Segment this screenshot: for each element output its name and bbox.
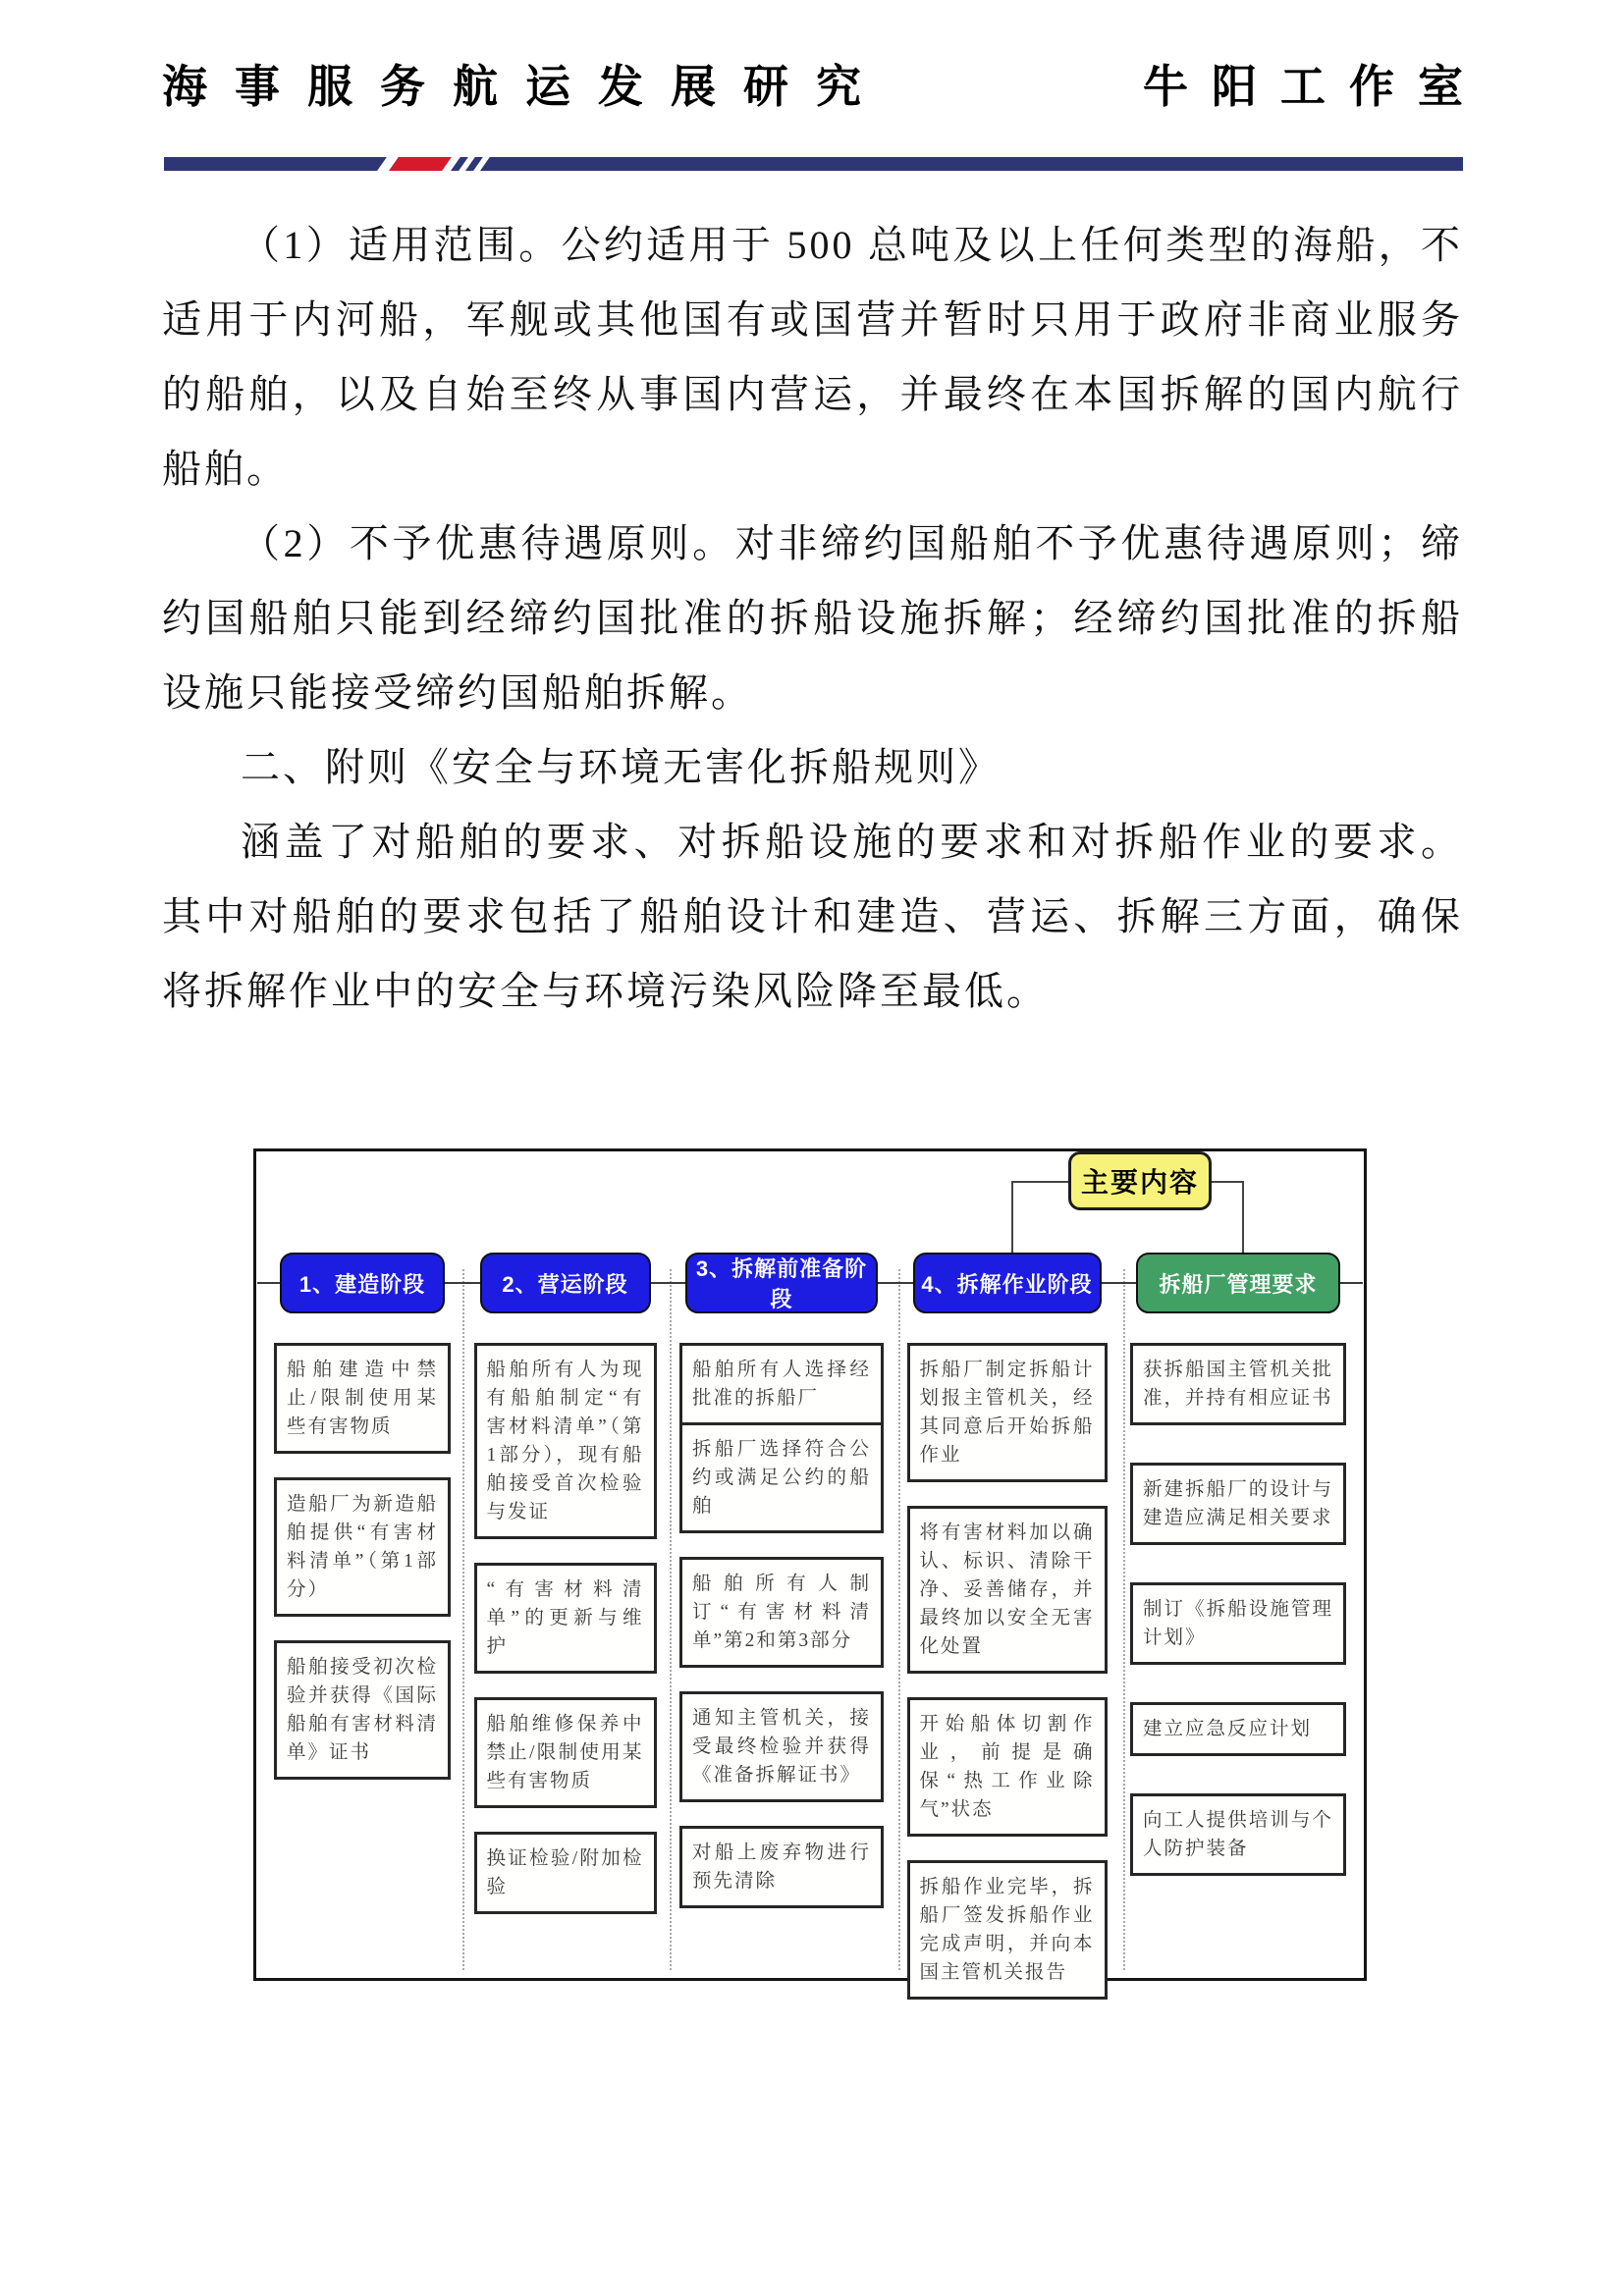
flow-box: 拆船作业完毕，拆船厂签发拆船作业完成声明，并向本国主管机关报告 (907, 1860, 1108, 2000)
flow-box: 船舶所有人制订“有害材料清单”第2和第3部分 (679, 1557, 884, 1668)
flow-box: 向工人提供培训与个人防护装备 (1130, 1793, 1346, 1876)
column-header-operation: 2、营运阶段 (480, 1253, 651, 1313)
flow-box: 船舶接受初次检验并获得《国际船舶有害材料清单》证书 (274, 1640, 451, 1780)
flow-box: 船舶所有人为现有船舶制定“有害材料清单”（第1部分），现有船舶接受首次检验与发证 (474, 1343, 657, 1539)
page-header (162, 51, 1487, 116)
flow-box: 将有害材料加以确认、标识、清除干净、妥善储存，并最终加以安全无害化处置 (907, 1506, 1108, 1674)
header-right-title: 牛阳工作室 (1143, 61, 1487, 112)
paragraph-annex-summary: 涵盖了对船舶的要求、对拆船设施的要求和对拆船作业的要求。其中对船舶的要求包括了船舶设计和建造、营运、拆解三方面，确保将拆解作业中的安全与环境污染风险降至最低。 (162, 820, 1463, 1013)
flow-box: 船舶所有人选择经批准的拆船厂 (679, 1343, 884, 1425)
flow-box: 拆船厂制定拆船计划报主管机关，经其同意后开始拆船作业 (907, 1343, 1108, 1482)
header-rule-accent (377, 157, 498, 171)
flow-box: 拆船厂选择符合公约或满足公约的船舶 (679, 1422, 884, 1533)
flow-box: 船舶建造中禁止/限制使用某些有害物质 (274, 1343, 451, 1454)
column-header-pre-recycling: 3、拆解前准备阶段 (685, 1253, 878, 1313)
paragraph-annex-heading: 二、附则《安全与环境无害化拆船规则》 (241, 745, 1001, 789)
flow-box: 换证检验/附加检验 (474, 1832, 657, 1914)
diagram-column-yard-management (1130, 1253, 1346, 2000)
column-header-construction: 1、建造阶段 (280, 1253, 445, 1313)
body-text (162, 208, 1463, 1029)
flow-box: 造船厂为新造船舶提供“有害材料清单”（第1部分） (274, 1477, 451, 1617)
diagram-column-construction (274, 1253, 451, 2000)
column-header-yard-management: 拆船厂管理要求 (1136, 1253, 1340, 1313)
diagram-title: 主要内容 (1068, 1151, 1212, 1210)
flow-box: 对船上废弃物进行预先清除 (679, 1826, 884, 1908)
flow-box: 新建拆船厂的设计与建造应满足相关要求 (1130, 1463, 1346, 1545)
diagram-column-pre-recycling (679, 1253, 884, 2000)
diagram-column-operation (474, 1253, 657, 2000)
joined-flow-boxes (679, 1343, 884, 1533)
content-diagram (253, 1148, 1367, 1981)
flow-box: 制订《拆船设施管理计划》 (1130, 1582, 1346, 1665)
flow-box: 建立应急反应计划 (1130, 1702, 1346, 1756)
header-rule-bar (164, 157, 1463, 171)
flow-box: “有害材料清单”的更新与维护 (474, 1563, 657, 1674)
header-left-title: 海事服务航运发展研究 (162, 61, 889, 112)
diagram-column-recycling-work (907, 1253, 1108, 2000)
diagram-columns (256, 1151, 1364, 2000)
flow-box: 开始船体切割作业，前提是确保“热工作业除气”状态 (907, 1697, 1108, 1837)
column-header-recycling-work: 4、拆解作业阶段 (913, 1253, 1102, 1313)
paragraph-no-favourable-treatment: （2）不予优惠待遇原则。对非缔约国船舶不予优惠待遇原则；缔约国船舶只能到经缔约国批准的拆船设施拆解；经缔约国批准的拆船设施只能接受缔约国船舶拆解。 (162, 521, 1463, 715)
flow-box: 船舶维修保养中禁止/限制使用某些有害物质 (474, 1697, 657, 1808)
flow-box: 获拆船国主管机关批准，并持有相应证书 (1130, 1343, 1346, 1425)
flow-box: 通知主管机关，接受最终检验并获得《准备拆解证书》 (679, 1691, 884, 1802)
paragraph-scope: （1）适用范围。公约适用于 500 总吨及以上任何类型的海船，不适用于内河船，军舰或其他国有或国营并暂时只用于政府非商业服务的船舶，以及自始至终从事国内营运，并最终在本国拆解的国内航行船舶。 (162, 223, 1463, 491)
